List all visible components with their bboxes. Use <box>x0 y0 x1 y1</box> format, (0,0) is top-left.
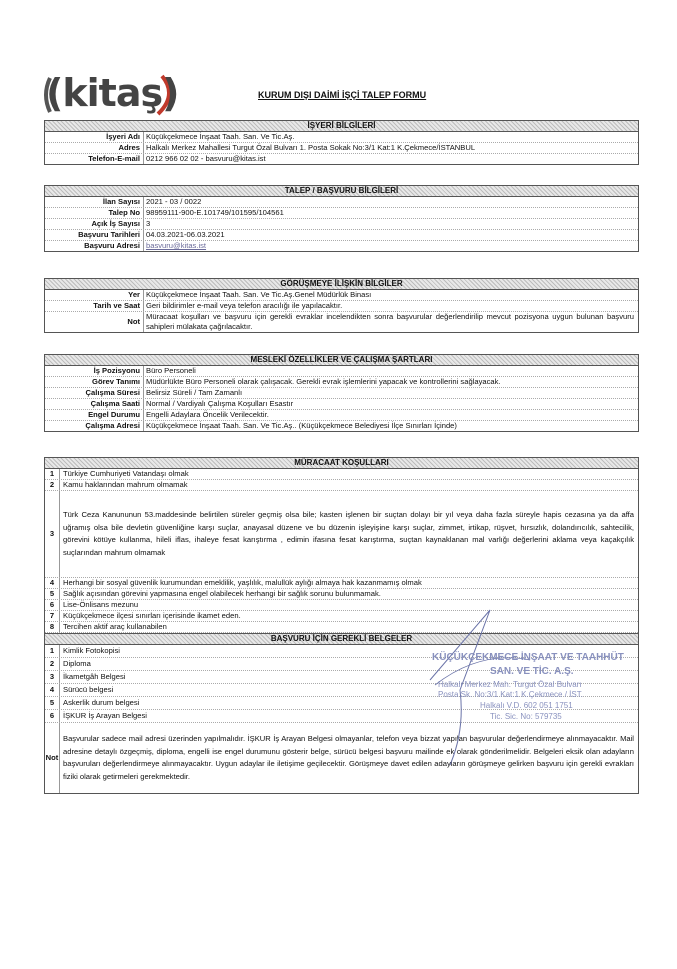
list-item <box>45 645 638 658</box>
section-talep <box>44 185 639 252</box>
section-heading: İŞYERİ BİLGİLERİ <box>45 121 638 132</box>
item-text: Küçükçekmece ilçesi sınırları içerisinde ikamet eden. <box>63 611 241 620</box>
row-label: Adres <box>118 143 140 152</box>
row-label: Yer <box>128 290 140 299</box>
row-value: 98959111-900-E.101749/101595/104561 <box>143 208 638 218</box>
row-label: Açık İş Sayısı <box>91 219 140 228</box>
item-number: 7 <box>45 611 60 621</box>
list-item <box>45 480 638 491</box>
item-number: 3 <box>45 671 60 683</box>
section-heading: TALEP / BAŞVURU BİLGİLERİ <box>45 186 638 197</box>
email-link[interactable]: basvuru@kitas.ist <box>146 241 207 250</box>
item-text: Herhangi bir sosyal güvenlik kurumundan emeklilik, yaşlılık, malullük aylığı almaya hak kazanmamış olmak <box>63 578 422 587</box>
list-item <box>45 589 638 600</box>
item-number: 1 <box>45 645 60 657</box>
info-row <box>45 241 638 251</box>
list-item <box>45 578 638 589</box>
row-label: Tarih ve Saat <box>93 301 140 310</box>
row-value: Halkalı Merkez Mahallesi Turgut Özal Bulvarı 1. Posta Sokak No:3/1 Kat:1 K.Çekmece/İSTANBUL <box>143 143 638 153</box>
info-row <box>45 410 638 421</box>
info-row <box>45 388 638 399</box>
row-value: Engelli Adaylara Öncelik Verilecektir. <box>143 410 638 420</box>
info-row <box>45 312 638 332</box>
item-text: Kamu haklarından mahrum olmamak <box>63 480 188 489</box>
list-item <box>45 671 638 684</box>
row-label: Not <box>127 317 140 326</box>
stamp-line: SAN. VE TİC. A.Ş. <box>490 666 574 677</box>
row-label: Çalışma Süresi <box>85 388 140 397</box>
item-number: 3 <box>45 491 60 577</box>
item-text: Diploma <box>63 659 91 668</box>
item-number: 2 <box>45 480 60 490</box>
stamp-line: Tic. Sic. No: 579735 <box>490 712 562 721</box>
section-heading: MESLEKİ ÖZELLİKLER VE ÇALIŞMA ŞARTLARI <box>45 355 638 366</box>
row-value: Küçükçekmece İnşaat Taah. San. Ve Tic.Aş.Genel Müdürlük Binası <box>143 290 638 300</box>
info-row <box>45 366 638 377</box>
stamp-line: Halkalı Merkez Mah. Turgut Özal Bulvarı <box>438 680 582 689</box>
item-text: Lise-Önlisans mezunu <box>63 600 139 609</box>
list-item <box>45 469 638 480</box>
info-row <box>45 230 638 241</box>
section-heading-belgeler: BAŞVURU İÇİN GEREKLİ BELGELER <box>45 633 638 645</box>
stamp-line: KÜÇÜKÇEKMECE İNŞAAT VE TAAHHÜT <box>432 652 624 663</box>
row-value: 0212 966 02 02 - basvuru@kitas.ist <box>143 154 638 164</box>
row-value: 3 <box>143 219 638 229</box>
item-number: 4 <box>45 684 60 696</box>
info-row <box>45 154 638 164</box>
item-text: Askerlik durum belgesi <box>63 698 140 707</box>
row-label: Engel Durumu <box>88 410 140 419</box>
list-item <box>45 697 638 710</box>
stamp-line: Posta Sk. No:3/1 Kat:1 K.Çekmece / İST. <box>438 690 583 699</box>
item-text: Tercihen aktif araç kullanabilen <box>63 622 167 631</box>
info-row <box>45 143 638 154</box>
info-row <box>45 197 638 208</box>
info-row <box>45 421 638 431</box>
note-label: Not <box>45 723 60 793</box>
logo-text: (kitaş) <box>46 71 179 115</box>
item-text: Sağlık açısından görevini yapmasına engel olabilecek herhangi bir sağlık sorunu bulunmamak. <box>63 589 381 598</box>
section-gorusme <box>44 278 639 333</box>
row-value: Belirsiz Süreli / Tam Zamanlı <box>143 388 638 398</box>
item-number: 4 <box>45 578 60 588</box>
row-value: Küçükçekmece İnşaat Taah. San. Ve Tic.Aş.. (Küçükçekmece Belediyesi İlçe Sınırları İçinde) <box>143 421 638 431</box>
list-item <box>45 611 638 622</box>
item-number: 2 <box>45 658 60 670</box>
item-text: İkametgâh Belgesi <box>63 672 126 681</box>
row-label: İşyeri Adı <box>106 132 140 141</box>
row-value: Müracaat koşulları ve başvuru için gerekli evraklar incelendikten sonra başvurular değerlendirilip mevcut pozisyona uygun bulunan başvuru sahipleri mülakata çağrılacaktır. <box>143 312 638 332</box>
row-value: Büro Personeli <box>143 366 638 376</box>
section-muracaat <box>44 457 639 794</box>
item-number: 6 <box>45 710 60 722</box>
note-text: Başvurular sadece mail adresi üzerinden yapılmalıdır. İŞKUR İş Arayan Belgesi olmayanlar, telefon veya bizzat yapılan başvurular değerlendirmeye alınmayacaktır. Mail adresine detaylı özgeçmiş, diploma, engelli ise engel durumunu gösterir belge, sürücü belgesi başvuru mailinde ek olarak gönderilmelidir. Belgeleri eksik olan adayların başvuruları değerlendirmeye alınmayacaktır. Uygun adaylar ile iletişime geçilecektir. Görüşmeye davet edilen adayların görüşmeye gelirken başvuru için gerekli evrakları fiziki olarak getirmeleri gerekmektedir. <box>63 734 634 781</box>
row-value: Müdürlükte Büro Personeli olarak çalışacak. Gerekli evrak işlemlerini yapacak ve kontrollerini sağlayacak. <box>143 377 638 387</box>
info-row <box>45 132 638 143</box>
row-label: Telefon-E-mail <box>88 154 140 163</box>
row-value: 2021 - 03 / 0022 <box>143 197 638 207</box>
section-heading: GÖRÜŞMEYE İLİŞKİN BİLGİLER <box>45 279 638 290</box>
item-text: Türk Ceza Kanununun 53.maddesinde belirtilen süreler geçmiş olsa bile; kasten işlenen bir suçtan dolayı bir yıl veya daha fazla süreyle hapis cezasına ya da affa uğramış olsa bile devletin güvenliğine karşı suçlar, anayasal düzene ve bu düzenin işleyişine karşı suçlar, zimmet, irtikap, rüşvet, hırsızlık, dolandırıcılık, sahtecilik, görevini kötüye kullanma, hileli iflas, ihaleye fesat karıştırma , edimin ifasına fesat karıştırma, suçtan kaynaklanan mal varlığı değerlerini aklama veya kaçakçılık suçlarından mahrum olmamak <box>63 510 634 557</box>
row-value: 04.03.2021-06.03.2021 <box>143 230 638 240</box>
info-row <box>45 219 638 230</box>
row-value: Küçükçekmece İnşaat Taah. San. Ve Tic.Aş. <box>143 132 638 142</box>
info-row <box>45 399 638 410</box>
row-label: Görev Tanımı <box>92 377 140 386</box>
list-item <box>45 684 638 697</box>
row-label: İş Pozisyonu <box>93 366 140 375</box>
item-number: 5 <box>45 589 60 599</box>
item-number: 8 <box>45 622 60 632</box>
item-text: Sürücü belgesi <box>63 685 114 694</box>
item-text: Kimlik Fotokopisi <box>63 646 120 655</box>
item-text: Türkiye Cumhuriyeti Vatandaşı olmak <box>63 469 189 478</box>
item-number: 6 <box>45 600 60 610</box>
list-item <box>45 622 638 633</box>
list-item <box>45 658 638 671</box>
row-label: Talep No <box>108 208 140 217</box>
info-row <box>45 290 638 301</box>
info-row <box>45 208 638 219</box>
info-row <box>45 377 638 388</box>
row-label: İlan Sayısı <box>102 197 140 206</box>
row-label: Çalışma Saati <box>90 399 140 408</box>
form-title: KURUM DIŞI DAİMİ İŞÇİ TALEP FORMU <box>258 90 427 100</box>
item-number: 5 <box>45 697 60 709</box>
row-label: Çalışma Adresi <box>85 421 140 430</box>
list-item <box>45 491 638 578</box>
list-item <box>45 600 638 611</box>
note-row <box>45 723 638 793</box>
row-label: Başvuru Tarihleri <box>78 230 140 239</box>
item-number: 1 <box>45 469 60 479</box>
item-text: İŞKUR İş Arayan Belgesi <box>63 711 147 720</box>
stamp-line: Halkalı V.D. 602 051 1751 <box>480 701 573 710</box>
section-isyeri <box>44 120 639 165</box>
list-item <box>45 710 638 723</box>
section-mesleki <box>44 354 639 432</box>
row-value: Geri bildirimler e-mail veya telefon aracılığı ile yapılacaktır. <box>143 301 638 311</box>
row-label: Başvuru Adresi <box>84 241 140 250</box>
row-value: Normal / Vardiyalı Çalışma Koşulları Esastır <box>143 399 638 409</box>
section-heading: MÜRACAAT KOŞULLARI <box>45 458 638 469</box>
info-row <box>45 301 638 312</box>
